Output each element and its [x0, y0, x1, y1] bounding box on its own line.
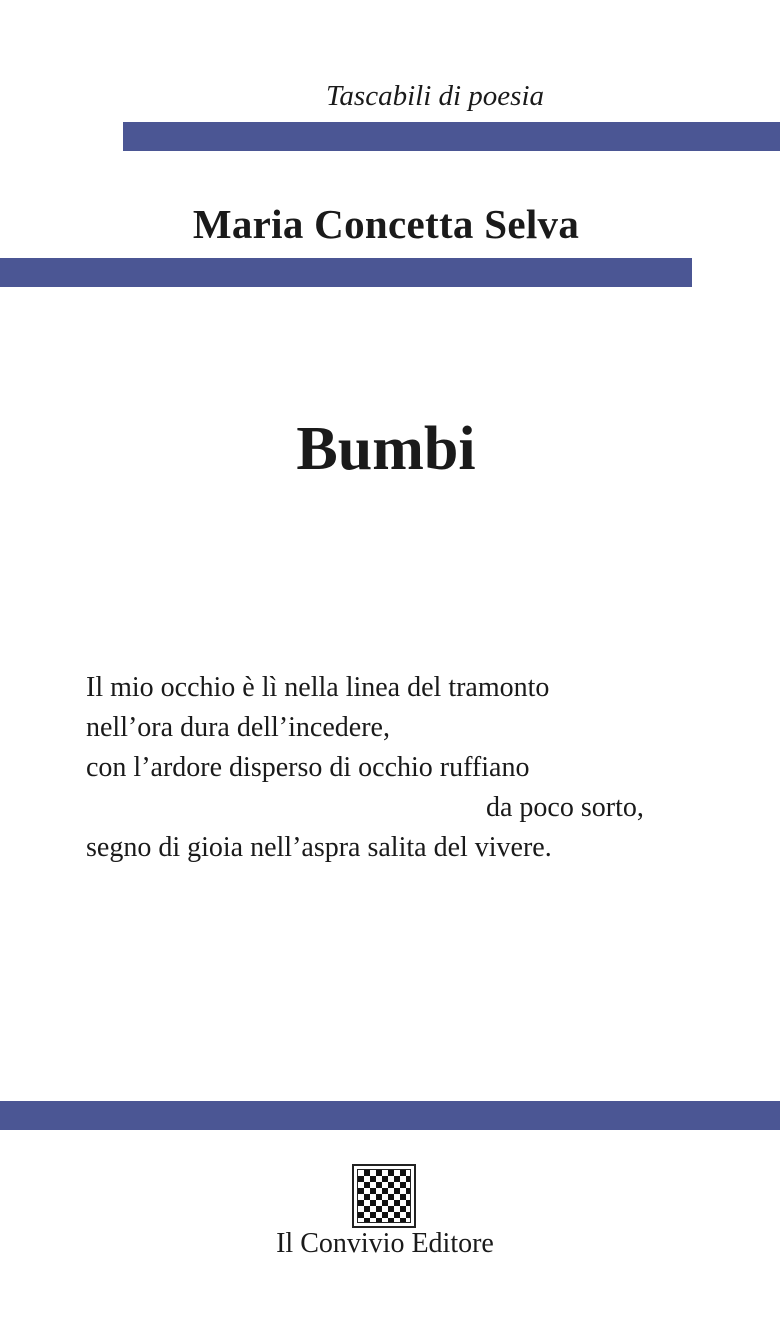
poem-line: da poco sorto, [486, 792, 644, 823]
decorative-bar-middle [0, 258, 692, 287]
poem-line: con l’ardore disperso di occhio ruffiano [86, 752, 530, 783]
poem-line: segno di gioia nell’aspra salita del vivere. [86, 832, 552, 863]
publisher-name: Il Convivio Editore [276, 1228, 494, 1259]
poem-excerpt [86, 668, 686, 868]
poem-line: nell’ora dura dell’incedere, [86, 712, 390, 743]
series-name: Tascabili di poesia [325, 80, 545, 112]
author-name: Maria Concetta Selva [192, 201, 580, 247]
book-title: Bumbi [296, 415, 476, 483]
poem-line: Il mio occhio è lì nella linea del tramonto [86, 672, 550, 703]
decorative-bar-top [123, 122, 780, 151]
checkerboard-logo-icon [352, 1164, 416, 1228]
logo-pattern [357, 1169, 411, 1223]
decorative-bar-bottom [0, 1101, 780, 1130]
